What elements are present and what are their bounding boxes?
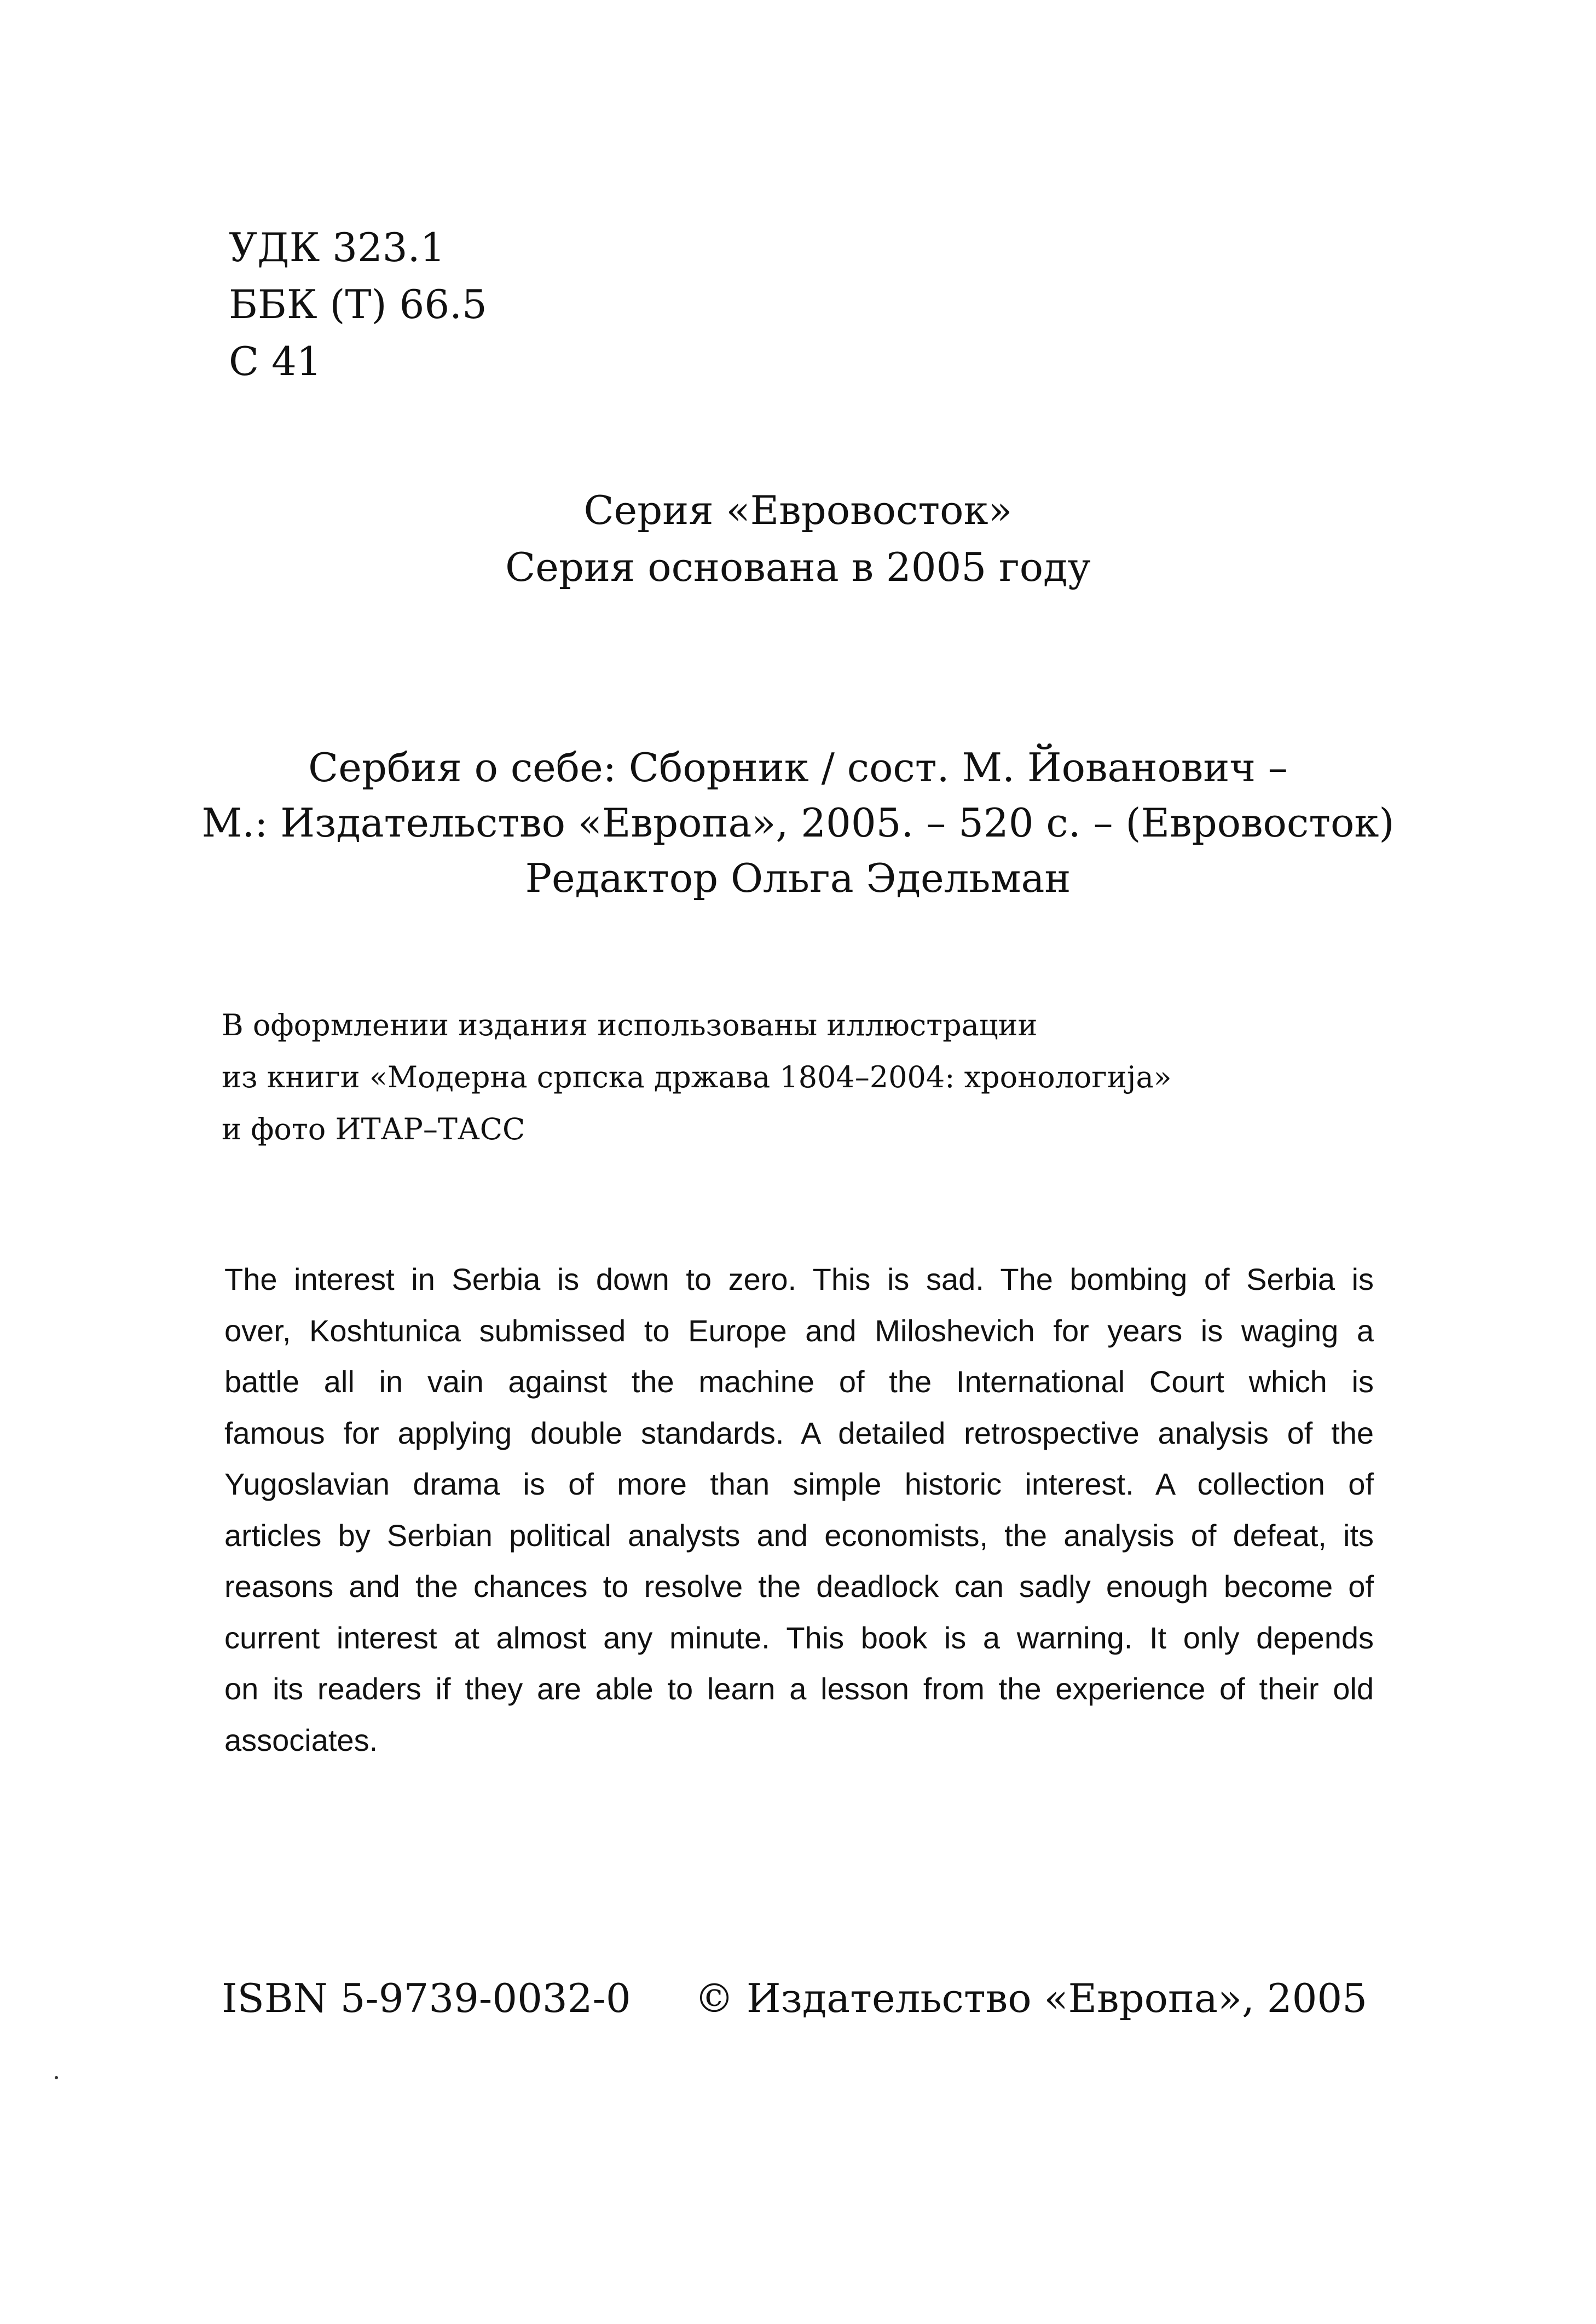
illustrations-line: и фото ИТАР–ТАСС <box>222 1112 525 1146</box>
abstract-line: reasons and the chances to resolve the deadlock can sadly enough become of <box>224 1569 1374 1604</box>
illustrations-line: В оформлении издания использованы иллюстрации <box>222 1008 1038 1042</box>
bibliographic-record <box>0 740 1596 906</box>
bibliographic-line-editor: Редактор Ольга Эдельман <box>525 855 1071 901</box>
abstract-line: The interest in Serbia is down to zero. This is sad. The bombing of Serbia is <box>224 1262 1374 1296</box>
bbk-code: ББК (Т) 66.5 <box>229 281 487 327</box>
isbn: ISBN 5-9739-0032-0 <box>222 1975 631 2021</box>
series-block <box>0 482 1596 596</box>
abstract-line: battle all in vain against the machine of the International Court which is <box>224 1364 1374 1399</box>
series-founded: Серия основана в 2005 году <box>505 544 1091 590</box>
scan-speck <box>55 2076 58 2079</box>
bibliographic-line-publisher: М.: Издательство «Европа», 2005. – 520 с. – (Евровосток) <box>201 800 1395 846</box>
abstract-line: on its readers if they are able to learn a lesson from the experience of their old <box>224 1671 1374 1706</box>
abstract-line: associates. <box>224 1722 378 1757</box>
series-name: Серия «Евровосток» <box>583 487 1013 533</box>
abstract-line: famous for applying double standards. A detailed retrospective analysis of the <box>224 1415 1374 1450</box>
copyright-notice: © Издательство «Европа», 2005 <box>694 1975 1367 2021</box>
abstract-line: articles by Serbian political analysts and economists, the analysis of defeat, its <box>224 1518 1374 1553</box>
bibliographic-line-title: Сербия о себе: Сборник / сост. М. Йованович – <box>308 745 1288 791</box>
abstract-line: over, Koshtunica submissed to Europe and Miloshevich for years is waging a <box>224 1313 1374 1348</box>
abstract-line: Yugoslavian drama is of more than simple historic interest. A collection of <box>224 1467 1374 1501</box>
abstract-line: current interest at almost any minute. This book is a warning. It only depends <box>224 1620 1374 1655</box>
udk-code: УДК 323.1 <box>229 224 446 270</box>
author-mark: С 41 <box>229 338 322 384</box>
illustrations-line: из книги «Модерна српска држава 1804–2004: хронологија» <box>222 1060 1172 1094</box>
english-abstract <box>224 1254 1374 1766</box>
illustrations-note <box>222 999 1172 1155</box>
classification-block <box>229 219 487 390</box>
